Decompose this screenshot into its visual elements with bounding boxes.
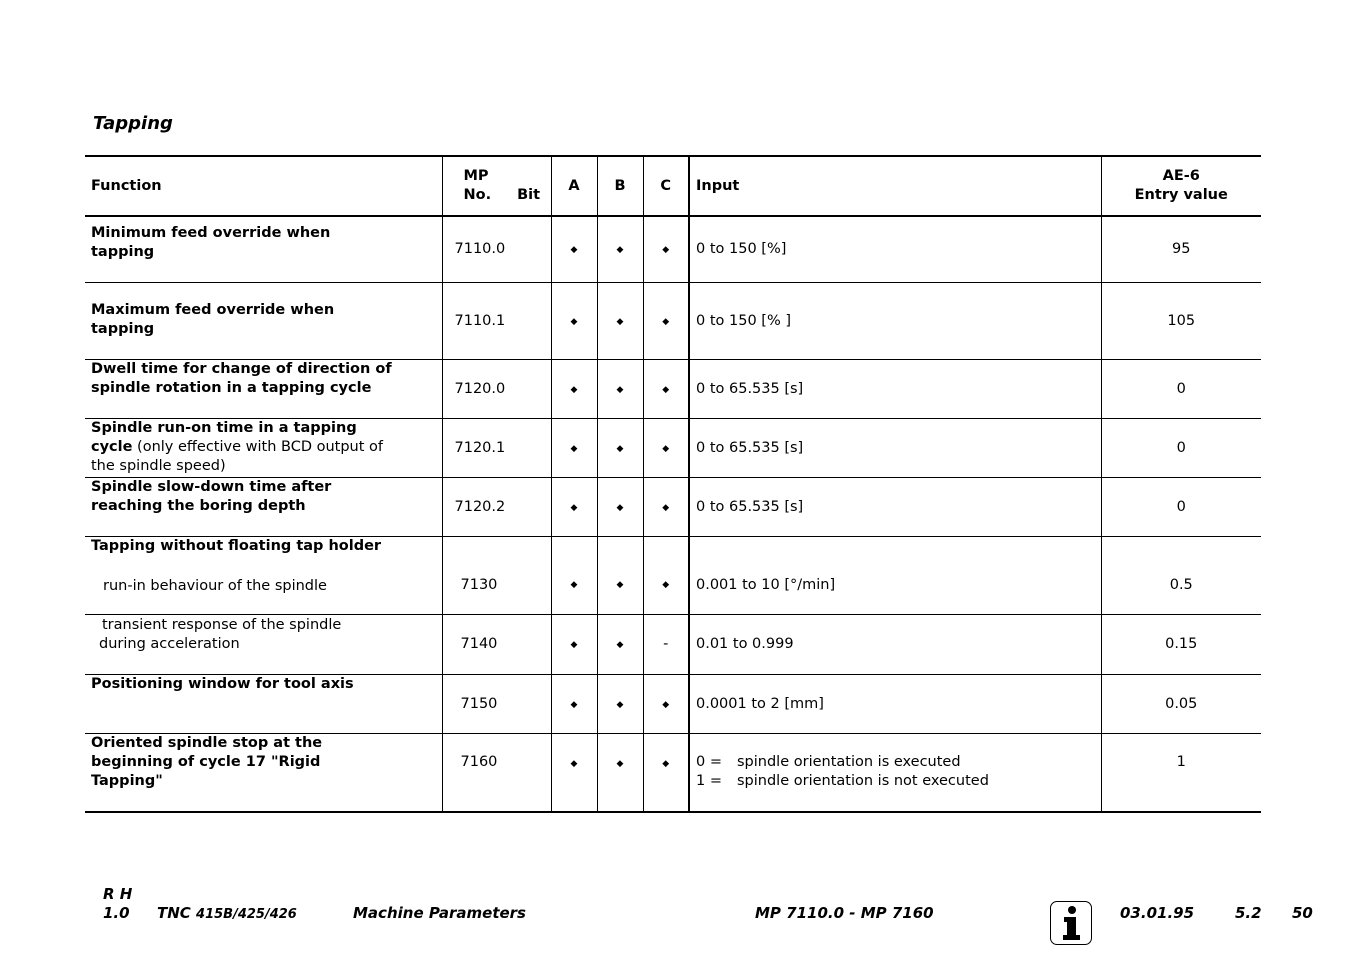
header-mp <box>442 156 551 216</box>
diamond-icon: ◆ <box>570 580 578 590</box>
diamond-icon: ◆ <box>570 759 578 769</box>
function-bold-text: Spindle run-on time in a tapping cycle <box>91 420 357 455</box>
function-cell: Minimum feed override when tapping <box>85 216 442 283</box>
diamond-icon: ◆ <box>662 699 670 710</box>
table-row <box>85 216 1261 283</box>
info-icon <box>1050 901 1092 945</box>
input-range: 0 to 150 [% ] <box>689 283 1101 360</box>
header-entry-value <box>1101 156 1261 216</box>
entry-value: 0.5 <box>1101 537 1261 615</box>
diamond-icon: ◆ <box>616 699 624 710</box>
option-0-key: 0 = <box>696 754 722 770</box>
table-row <box>85 615 1261 675</box>
footer-mp-range: MP 7110.0 - MP 7160 <box>755 904 934 922</box>
function-cell <box>85 419 442 478</box>
footer-product-prefix: TNC <box>157 904 191 922</box>
diamond-icon: ◆ <box>616 316 624 327</box>
table-row <box>85 419 1261 478</box>
entry-value: 0.15 <box>1101 615 1261 675</box>
entry-value: 105 <box>1101 283 1261 360</box>
footer-product <box>157 904 297 922</box>
function-cell: Oriented spindle stop at the beginning of cycle 17 "Rigid Tapping" <box>85 734 442 813</box>
function-cell: Spindle slow-down time after reaching the boring depth <box>85 478 442 537</box>
diamond-icon: ◆ <box>662 245 670 255</box>
input-range: 0 to 65.535 [s] <box>689 419 1101 478</box>
table-row <box>85 360 1261 419</box>
diamond-icon: ◆ <box>616 759 624 769</box>
diamond-icon: ◆ <box>616 502 624 513</box>
sub-function-label-line2: during acceleration <box>99 636 240 652</box>
input-range: 0.001 to 10 [°/min] <box>689 537 1101 615</box>
entry-value: 0.05 <box>1101 675 1261 734</box>
diamond-icon: ◆ <box>616 580 624 590</box>
sub-function-label: transient response of the spindle <box>102 617 342 633</box>
mp-number: 7160 <box>442 734 551 813</box>
footer-date: 03.01.95 <box>1120 904 1195 922</box>
input-range: 0.01 to 0.999 <box>689 615 1101 675</box>
mp-number: 7120.2 <box>442 478 551 537</box>
header-input: Input <box>689 156 1101 216</box>
machine-parameter-table <box>85 155 1261 813</box>
diamond-icon: ◆ <box>570 245 578 255</box>
mp-number: 7120.0 <box>442 360 551 419</box>
diamond-icon: ◆ <box>662 443 670 454</box>
table-row <box>85 283 1261 360</box>
group-function-cell <box>85 537 442 615</box>
input-range: 0 to 150 [%] <box>689 216 1101 283</box>
footer-section: 5.2 <box>1235 904 1262 922</box>
table-row <box>85 537 1261 615</box>
footer-section-name: Machine Parameters <box>353 904 526 922</box>
input-range: 0 to 65.535 [s] <box>689 478 1101 537</box>
diamond-icon: ◆ <box>570 502 578 513</box>
entry-value: 0 <box>1101 360 1261 419</box>
sub-function-label: run-in behaviour of the spindle <box>103 578 327 594</box>
mp-number: 7150 <box>442 675 551 734</box>
mp-number: 7110.1 <box>442 283 551 360</box>
mp-number: 7130 <box>442 537 551 615</box>
option-0-text: spindle orientation is executed <box>737 754 961 770</box>
function-note: (only effective with BCD output of the spindle speed) <box>91 439 384 474</box>
diamond-icon: ◆ <box>662 316 670 327</box>
header-function: Function <box>85 156 442 216</box>
diamond-icon: ◆ <box>616 384 624 395</box>
table-row <box>85 478 1261 537</box>
diamond-icon: ◆ <box>616 443 624 454</box>
diamond-icon: ◆ <box>570 640 578 650</box>
input-range: 0.0001 to 2 [mm] <box>689 675 1101 734</box>
entry-value: 1 <box>1101 734 1261 813</box>
diamond-icon: ◆ <box>662 580 670 590</box>
function-cell: Maximum feed override when tapping <box>85 283 442 360</box>
header-bit: Bit <box>517 187 541 203</box>
header-b: B <box>597 156 643 216</box>
diamond-icon: ◆ <box>662 502 670 513</box>
entry-value: 0 <box>1101 478 1261 537</box>
diamond-icon: ◆ <box>570 699 578 710</box>
header-ae6: AE-6 <box>1162 168 1200 184</box>
diamond-icon: ◆ <box>616 245 624 255</box>
group-heading: Tapping without floating tap holder <box>91 538 382 554</box>
page-title: Tapping <box>93 113 173 134</box>
footer-version: 1.0 <box>103 904 130 922</box>
diamond-icon: ◆ <box>570 384 578 395</box>
entry-value: 0 <box>1101 419 1261 478</box>
not-applicable-mark: - <box>643 615 689 675</box>
diamond-icon: ◆ <box>570 316 578 327</box>
footer-page: 50 <box>1292 904 1313 922</box>
footer-product-models: 415B/425/426 <box>196 907 297 922</box>
header-c: C <box>643 156 689 216</box>
diamond-icon: ◆ <box>662 384 670 395</box>
table-row <box>85 675 1261 734</box>
diamond-icon: ◆ <box>616 640 624 650</box>
input-range: 0 to 65.535 [s] <box>689 360 1101 419</box>
mp-number: 7120.1 <box>442 419 551 478</box>
mp-number: 7110.0 <box>442 216 551 283</box>
option-0 <box>696 753 1101 772</box>
diamond-icon: ◆ <box>662 759 670 769</box>
function-cell: Positioning window for tool axis <box>85 675 442 734</box>
info-glyph <box>1052 902 1091 943</box>
header-entry-value-label: Entry value <box>1134 187 1228 203</box>
header-a: A <box>551 156 597 216</box>
input-options <box>689 734 1101 813</box>
function-cell: Dwell time for change of direction of spindle rotation in a tapping cycle <box>85 360 442 419</box>
table-row <box>85 734 1261 813</box>
entry-value: 95 <box>1101 216 1261 283</box>
header-mp-label: MP <box>463 168 489 184</box>
footer-rh: R H <box>103 885 133 903</box>
mp-number: 7140 <box>442 615 551 675</box>
header-no: No. <box>463 187 492 203</box>
option-1-key: 1 = <box>696 773 722 789</box>
diamond-icon: ◆ <box>570 443 578 454</box>
table-header-row <box>85 156 1261 216</box>
option-1-text: spindle orientation is not executed <box>737 773 989 789</box>
option-1 <box>696 772 1101 791</box>
sub-function-cell <box>85 615 442 675</box>
